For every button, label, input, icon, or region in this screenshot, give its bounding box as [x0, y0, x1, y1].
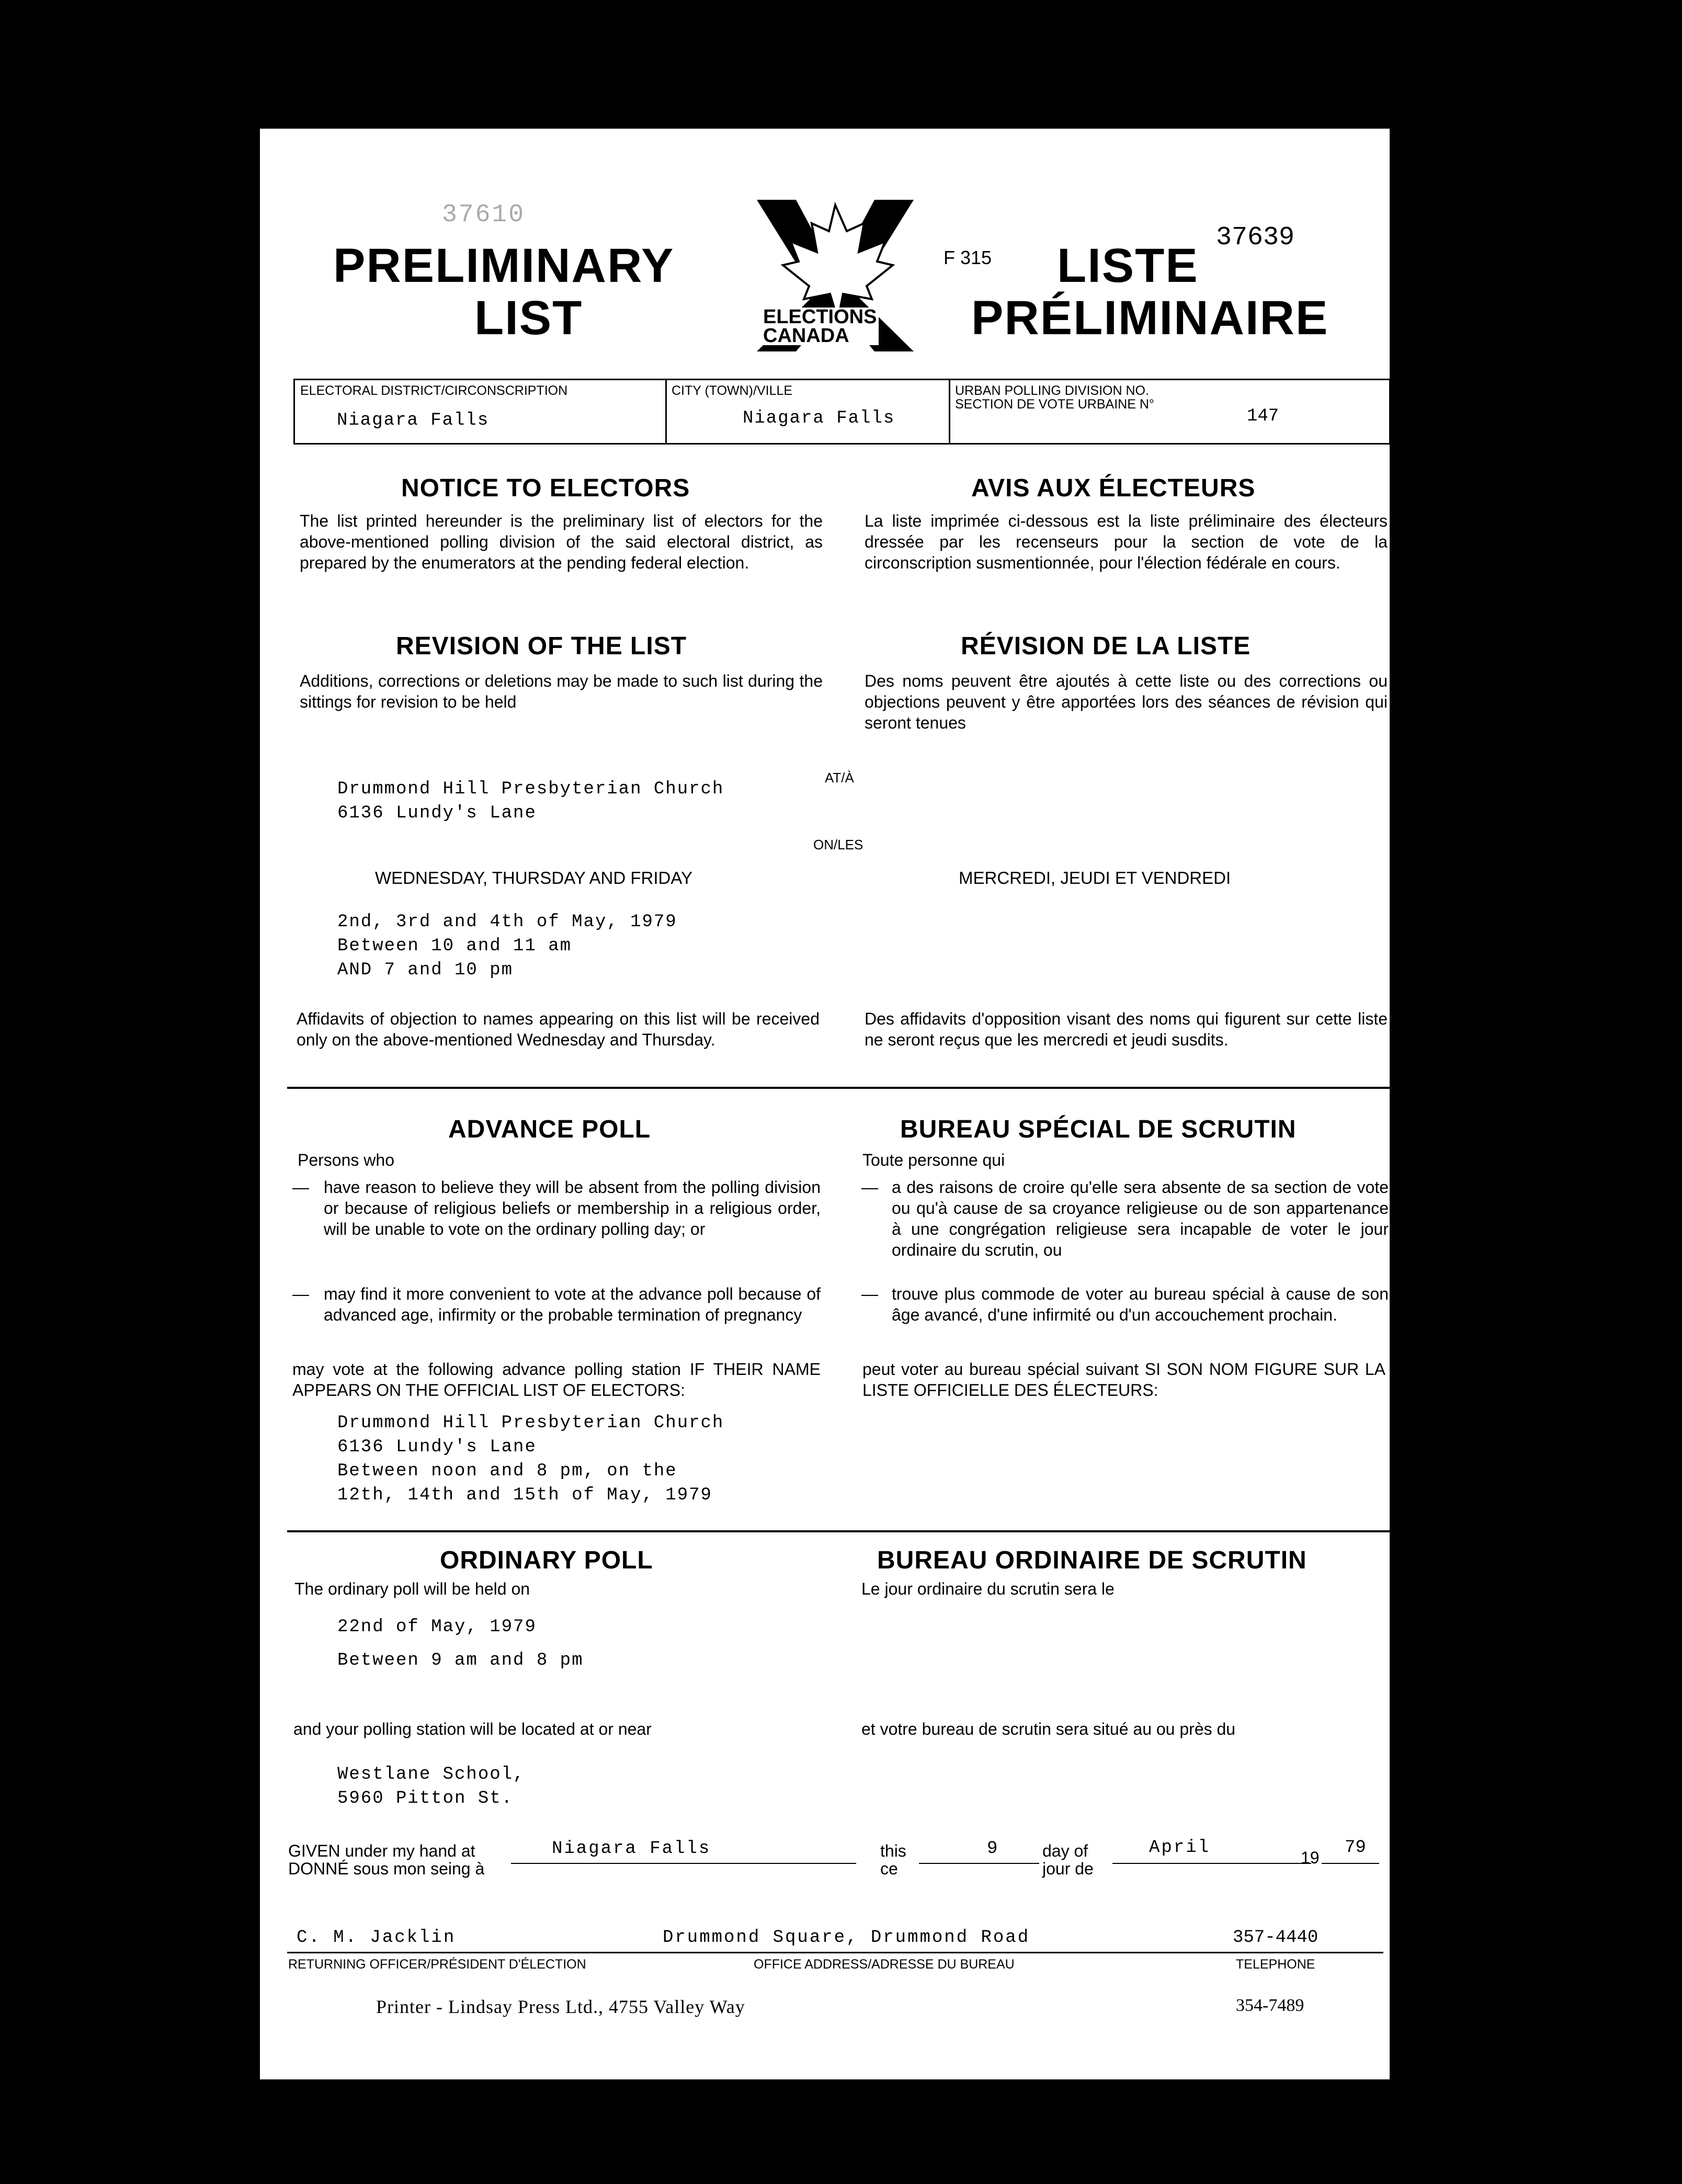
officer-label: RETURNING OFFICER/PRÉSIDENT D'ÉLECTION — [288, 1957, 586, 1972]
advance-heading-en: ADVANCE POLL — [448, 1116, 651, 1143]
notice-text-en: The list printed hereunder is the preliminary list of electors for the above-mentioned polling division of the said electoral district, as prepared by the enumerators at the pending federal election. — [300, 511, 823, 572]
advance-item2-en: may find it more convenient to vote at the advance poll because of advanced age, infirmity or the probable termination of pregnancy — [324, 1284, 821, 1324]
ordinary-date: 22nd of May, 1979 — [337, 1617, 537, 1637]
advance-item2-fr: trouve plus commode de voter au bureau spécial à cause de son âge avancé, d'une infirmité ou d'un accouchement prochain. — [892, 1284, 1389, 1324]
section-divider — [287, 1530, 1393, 1532]
printer-line: Printer - Lindsay Press Ltd., 4755 Valley Way — [376, 1996, 745, 2017]
advance-closing-en: may vote at the following advance polling station IF THEIR NAME APPEARS ON THE OFFICIAL LIST OF ELECTORS: — [292, 1360, 821, 1400]
ordinary-hours: Between 9 am and 8 pm — [337, 1651, 584, 1670]
division-label-line2: SECTION DE VOTE URBAINE N° — [955, 397, 1154, 412]
notice-text-fr: La liste imprimée ci-dessous est la liste préliminaire des électeurs dressée par les recenseurs pour la section de vote de la circonscription susmentionnée, pour l'élection fédérale en cours. — [865, 511, 1388, 572]
document-page: 37610 PRELIMINARY LIST ELECTIONS CANADA F 315 37639 LISTE PRÉLIMINAIRE ELECTORAL DISTRICT/CIRCONSCRIPTION Niagara Falls CITY (TOWN)/VILLE Niagara Falls URBAN POLLING DIVISION NO. SECTION DE VOTE URBAINE N° 147 NOTICE TO ELECTORS AVIS AUX ÉLECTEURS The list printed hereunder is the preliminary list of electors for the above-mentioned polling division of the said electoral district, as prepared by the enumerators at the pending federal election. La liste imprimée ci-dessous est la liste préliminaire des électeurs dressée par les recenseurs pour la section de vote de la circonscription susmentionnée, pour l'élection fédérale en cours. REVISION OF THE LIST RÉVISION DE LA LISTE Additions, corrections or deletions may be made to such list during the sittings for revision to be held Des noms peuvent être ajoutés à cette liste ou des corrections ou objections peuvent y être apportées lors des séances de révision qui seront tenues AT/À Drummond Hill Presbyterian Church 6136 Lundy's Lane ON/LES WEDNESDAY, THURSDAY AND FRIDAY MERCREDI, JEUDI ET VENDREDI 2nd, 3rd and 4th of May, 1979 Between 10 and 11 am AND 7 and 10 pm Affidavits of objection to names appearing on this list will be received only on the above-mentioned Wednesday and Thursday. Des affidavits d'opposition visant des noms qui figurent sur cette liste ne seront reçus que les mercredi et jeudi susdits. ADVANCE POLL BUREAU SPÉCIAL DE SCRUTIN Persons who Toute personne qui — have reason to believe they will be absent from the polling division or because of religious beliefs or membership in a religious order, will be unable to vote on the ordinary polling day; or — may find it more convenient to vote at the advance poll because of advanced age, infirmity or the probable termination of pregnancy — a des raisons de croire qu'elle sera absente de sa section de vote ou qu'à cause de sa croyance religieuse ou de son appartenance à une congrégation religieuse sera incapable de voter le jour ordinaire du scrutin, ou — trouve plus commode de voter au bureau spécial à cause de son âge avancé, d'une infirmité ou d'un accouchement prochain. may vote at the following advance polling station IF THEIR NAME APPEARS ON THE OFFICIAL LIST OF ELECTORS: peut voter au bureau spécial suivant SI SON NOM FIGURE SUR LA LISTE OFFICIELLE DES ÉLECTEURS: Drummond Hill Presbyterian Church 6136 Lundy's Lane Between noon and 8 pm, on the 12th, 14th and 15th of May, 1979 ORDINARY POLL BUREAU ORDINAIRE DE SCRUTIN The ordinary poll will be held on Le jour ordinaire du scrutin sera le 22nd of May, 1979 Between 9 am and 8 pm and your polling station will be located at or near et votre bureau de scrutin sera situé au ou près du Westlane School, 5960 Pitton St. GIVEN under my hand at DONNÉ sous mon seing à Niagara Falls this ce 9 day of jour de April 19 79 C. M. Jacklin Drummond Square, Drummond Road 357-4440 RETURNING OFFICER/PRÉSIDENT D'ÉLECTION OFFICE ADDRESS/ADRESSE DU BUREAU TELEPHONE Printer - Lindsay Press Ltd., 4755 Valley Way 354-7489 — [260, 129, 1390, 2079]
advance-item1-en: have reason to believe they will be absent from the polling division or because of religious beliefs or membership in a religious order, will be unable to vote on the ordinary polling day; or — [324, 1178, 821, 1238]
revision-text-en: Additions, corrections or deletions may be made to such list during the sittings for revision to be held — [300, 672, 823, 711]
given-label-en: GIVEN under my hand at — [288, 1841, 475, 1860]
district-label: ELECTORAL DISTRICT/CIRCONSCRIPTION — [300, 383, 568, 398]
elections-canada-logo — [757, 200, 914, 351]
advance-location: Drummond Hill Presbyterian Church 6136 Lundy's Lane Between noon and 8 pm, on the 12th, 14th and 15th of May, 1979 — [337, 1413, 724, 1505]
division-label-line1: URBAN POLLING DIVISION NO. — [955, 383, 1149, 398]
revision-heading-fr: RÉVISION DE LA LISTE — [961, 632, 1251, 660]
year-prefix: 19 — [1301, 1848, 1320, 1867]
section-divider — [287, 1087, 1393, 1089]
this-label-fr: ce — [880, 1859, 898, 1878]
faint-stamp-number: 37610 — [442, 201, 526, 229]
office-label: OFFICE ADDRESS/ADRESSE DU BUREAU — [754, 1957, 1015, 1972]
at-label: AT/À — [825, 770, 854, 786]
this-label-en: this — [880, 1841, 906, 1860]
division-value: 147 — [1247, 406, 1279, 426]
revision-heading-en: REVISION OF THE LIST — [396, 632, 687, 660]
ordinary-heading-en: ORDINARY POLL — [440, 1546, 653, 1574]
logo-text-elections: ELECTIONS — [763, 306, 877, 328]
serial-number: 37639 — [1216, 223, 1295, 253]
ordinary-station-fr: et votre bureau de scrutin sera situé au ou près du — [861, 1720, 1236, 1738]
given-place: Niagara Falls — [552, 1839, 711, 1859]
revision-days-en: WEDNESDAY, THURSDAY AND FRIDAY — [375, 868, 692, 888]
title-fr-line1: LISTE — [1057, 239, 1199, 292]
ordinary-location: Westlane School, 5960 Pitton St. — [337, 1765, 525, 1808]
day-of-label-fr: jour de — [1042, 1859, 1094, 1878]
info-box — [293, 379, 1391, 445]
ordinary-intro-en: The ordinary poll will be held on — [294, 1579, 530, 1598]
printer-phone: 354-7489 — [1236, 1996, 1304, 2015]
advance-item1-fr: a des raisons de croire qu'elle sera absente de sa section de vote ou qu'à cause de sa croyance religieuse ou de son appartenance à une congrégation religieuse sera incapable de voter le jour ordinaire du scrutin, ou — [892, 1178, 1389, 1259]
officer-name: C. M. Jacklin — [297, 1928, 456, 1948]
advance-intro-fr: Toute personne qui — [862, 1151, 1005, 1169]
given-label-fr: DONNÉ sous mon seing à — [288, 1859, 485, 1878]
revision-location: Drummond Hill Presbyterian Church 6136 Lundy's Lane — [337, 779, 724, 823]
form-number: F 315 — [944, 247, 992, 268]
district-value: Niagara Falls — [337, 411, 490, 430]
office-address: Drummond Square, Drummond Road — [663, 1928, 1030, 1948]
telephone-value: 357-4440 — [1233, 1928, 1319, 1948]
title-en-line2: LIST — [474, 291, 583, 345]
given-day: 9 — [987, 1839, 998, 1859]
title-fr-line2: PRÉLIMINAIRE — [971, 291, 1329, 345]
advance-closing-fr: peut voter au bureau spécial suivant SI SON NOM FIGURE SUR LA LISTE OFFICIELLE DES ÉLECTEURS: — [862, 1360, 1385, 1400]
telephone-label: TELEPHONE — [1236, 1957, 1315, 1972]
day-of-label-en: day of — [1042, 1841, 1088, 1860]
ordinary-intro-fr: Le jour ordinaire du scrutin sera le — [861, 1579, 1115, 1598]
advance-intro-en: Persons who — [298, 1151, 394, 1169]
year-suffix: 79 — [1345, 1838, 1366, 1858]
advance-heading-fr: BUREAU SPÉCIAL DE SCRUTIN — [900, 1116, 1297, 1143]
ordinary-station-en: and your polling station will be located at or near — [293, 1720, 652, 1738]
revision-days-fr: MERCREDI, JEUDI ET VENDREDI — [959, 868, 1231, 888]
given-month: April — [1149, 1838, 1211, 1858]
affidavit-en: Affidavits of objection to names appearing on this list will be received only on the above-mentioned Wednesday and Thursday. — [297, 1009, 820, 1049]
ordinary-heading-fr: BUREAU ORDINAIRE DE SCRUTIN — [877, 1546, 1307, 1574]
notice-heading-en: NOTICE TO ELECTORS — [401, 474, 690, 502]
on-label: ON/LES — [813, 837, 863, 852]
city-value: Niagara Falls — [743, 408, 895, 428]
title-en-line1: PRELIMINARY — [333, 239, 675, 292]
logo-text-canada: CANADA — [763, 325, 849, 347]
revision-text-fr: Des noms peuvent être ajoutés à cette liste ou des corrections ou objections peuvent y être apportées lors des séances de révision qui seront tenues — [865, 672, 1388, 732]
revision-dates: 2nd, 3rd and 4th of May, 1979 Between 10 and 11 am AND 7 and 10 pm — [337, 912, 677, 980]
affidavit-fr: Des affidavits d'opposition visant des noms qui figurent sur cette liste ne seront reçus que les mercredi et jeudi susdits. — [865, 1009, 1388, 1049]
city-label: CITY (TOWN)/VILLE — [672, 383, 793, 398]
notice-heading-fr: AVIS AUX ÉLECTEURS — [971, 474, 1256, 502]
